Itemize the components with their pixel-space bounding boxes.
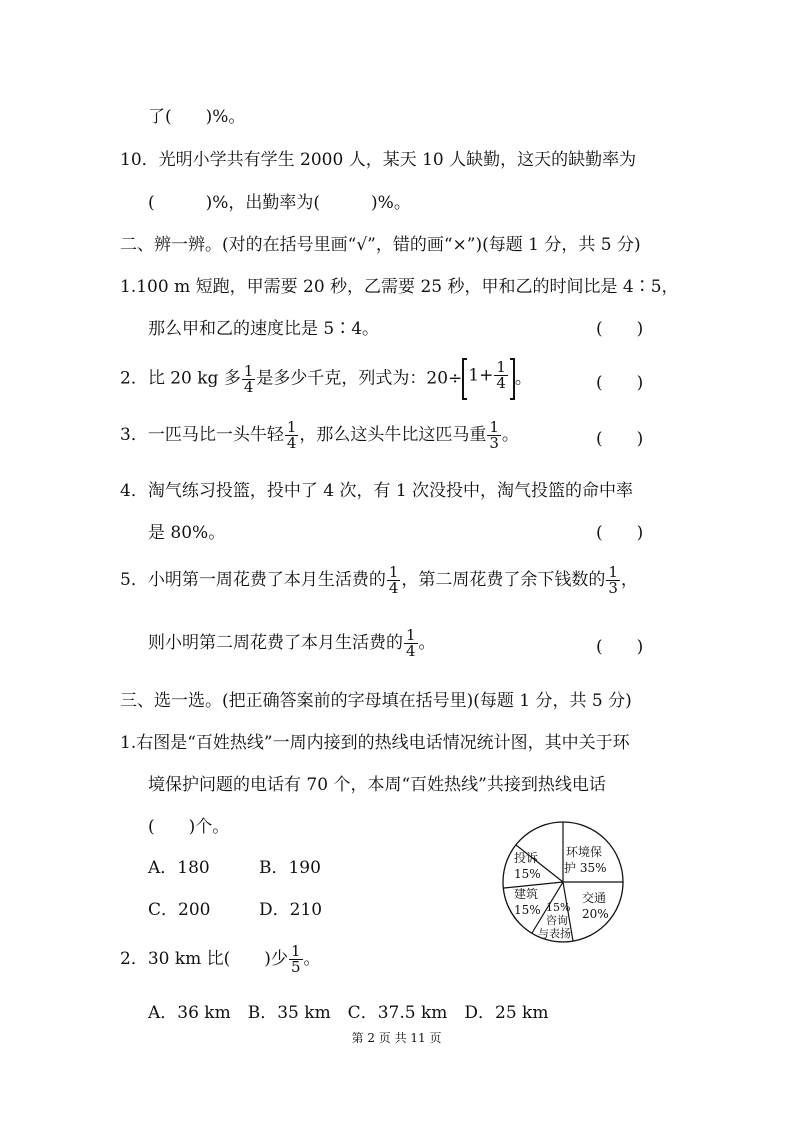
s3-q1-line2: 境保护问题的电话有 70 个，本周“百姓热线”共接到热线电话 <box>148 775 606 795</box>
s2-q1-line2: 那么甲和乙的速度比是 5∶4。 <box>148 319 380 339</box>
s3-q1-option-a[interactable]: A．180 <box>148 858 210 878</box>
pie-label-consult-2: 与表扬 <box>538 927 571 940</box>
fraction-one-quarter: $\frac{1}{4}$ <box>388 563 399 597</box>
q10-line2: ( )%，出勤率为( )%。 <box>148 193 411 213</box>
pie-label-consult-pct: 15% <box>546 901 571 914</box>
s2-q5-text-c: ， <box>620 570 638 590</box>
s2-q3-text-a: 3．一匹马比一头牛轻 <box>120 425 284 445</box>
s3-q1-line3: ( )个。 <box>148 817 230 837</box>
s3-q2-text-b: 。 <box>303 949 321 969</box>
hotline-pie-chart <box>500 820 630 944</box>
s2-q2-answer-paren[interactable]: ( ) <box>596 373 644 393</box>
s3-q1-option-c[interactable]: C．200 <box>148 900 211 920</box>
s2-q5-text-line2b: 。 <box>418 633 436 653</box>
fraction-one-third: $\frac{1}{3}$ <box>489 418 499 452</box>
s2-q3-answer-paren[interactable]: ( ) <box>596 429 644 449</box>
fraction-one-quarter: $\frac{1}{4}$ <box>406 626 416 660</box>
s2-q1-answer-paren[interactable]: ( ) <box>596 319 644 339</box>
section3-heading: 三、选一选。(把正确答案前的字母填在括号里)(每题 1 分，共 5 分) <box>120 691 632 711</box>
page-footer: 第 2 页 共 11 页 <box>351 1031 442 1045</box>
s2-q5-text-a: 5．小明第一周花费了本月生活费的 <box>120 570 386 590</box>
s2-q2-text-b: 是多少千克，列式为：20÷ <box>256 368 463 389</box>
s2-q5-line1 <box>120 565 638 596</box>
bracket-one-plus: 1+ <box>468 365 494 386</box>
q9-continuation: 了( )%。 <box>148 107 246 127</box>
s2-q4-line1: 4．淘气练习投篮，投中了 4 次，有 1 次没投中，淘气投篮的命中率 <box>120 481 634 501</box>
s2-q2 <box>120 358 532 400</box>
s2-q2-text-c: 。 <box>514 368 532 389</box>
s3-q1-line1: 1.右图是“百姓热线”一周内接到的热线电话情况统计图，其中关于环 <box>120 733 630 753</box>
s2-q2-text-a: 2．比 20 kg 多 <box>120 368 241 389</box>
bracket-expression <box>462 358 515 400</box>
pie-label-env-1: 环境保 <box>566 845 603 859</box>
pie-label-complaint-pct: 15% <box>514 867 541 881</box>
s3-q1-option-d[interactable]: D．210 <box>259 900 323 920</box>
pie-label-build-pct: 15% <box>514 903 541 917</box>
pie-label-complaint: 投诉 <box>514 851 539 865</box>
s2-q1-line1: 1.100 m 短跑，甲需要 20 秒，乙需要 25 秒，甲和乙的时间比是 4∶5， <box>120 277 679 297</box>
s2-q3-text-c: 。 <box>501 425 519 445</box>
fraction-one-fifth: $\frac{1}{5}$ <box>290 942 301 976</box>
pie-label-build: 建筑 <box>514 887 539 901</box>
fraction-one-third: $\frac{1}{3}$ <box>608 563 618 597</box>
pie-label-consult-1: 咨询 <box>546 914 568 927</box>
fraction-one-quarter: $\frac{1}{4}$ <box>496 358 506 392</box>
s2-q3 <box>120 420 519 451</box>
pie-label-traffic: 交通 <box>582 891 607 905</box>
section2-heading: 二、辨一辨。(对的在括号里画“√”，错的画“×”)(每题 1 分，共 5 分) <box>120 235 641 255</box>
fraction-one-quarter: $\frac{1}{4}$ <box>286 418 297 452</box>
s3-q2 <box>120 944 321 975</box>
s2-q3-text-b: ，那么这头牛比这匹马重 <box>299 425 487 445</box>
fraction-one-quarter: $\frac{1}{4}$ <box>243 361 254 396</box>
q10-line1: 10．光明小学共有学生 2000 人，某天 10 人缺勤，这天的缺勤率为 <box>120 150 637 170</box>
s3-q1-option-b[interactable]: B．190 <box>259 858 321 878</box>
s2-q5-answer-paren[interactable]: ( ) <box>596 637 644 657</box>
pie-label-traffic-pct: 20% <box>582 907 609 921</box>
s2-q4-answer-paren[interactable]: ( ) <box>596 523 644 543</box>
s2-q4-line2: 是 80%。 <box>148 523 226 543</box>
s2-q5-text-b: ，第二周花费了余下钱数的 <box>401 570 606 590</box>
s2-q5-line2 <box>148 628 436 659</box>
pie-label-env-2: 护 35% <box>564 861 607 875</box>
s2-q5-text-line2a: 则小明第二周花费了本月生活费的 <box>148 633 403 653</box>
s3-q2-options[interactable]: A．36 km B．35 km C．37.5 km D．25 km <box>148 1003 549 1023</box>
s3-q2-text-a: 2．30 km 比( )少 <box>120 949 288 969</box>
